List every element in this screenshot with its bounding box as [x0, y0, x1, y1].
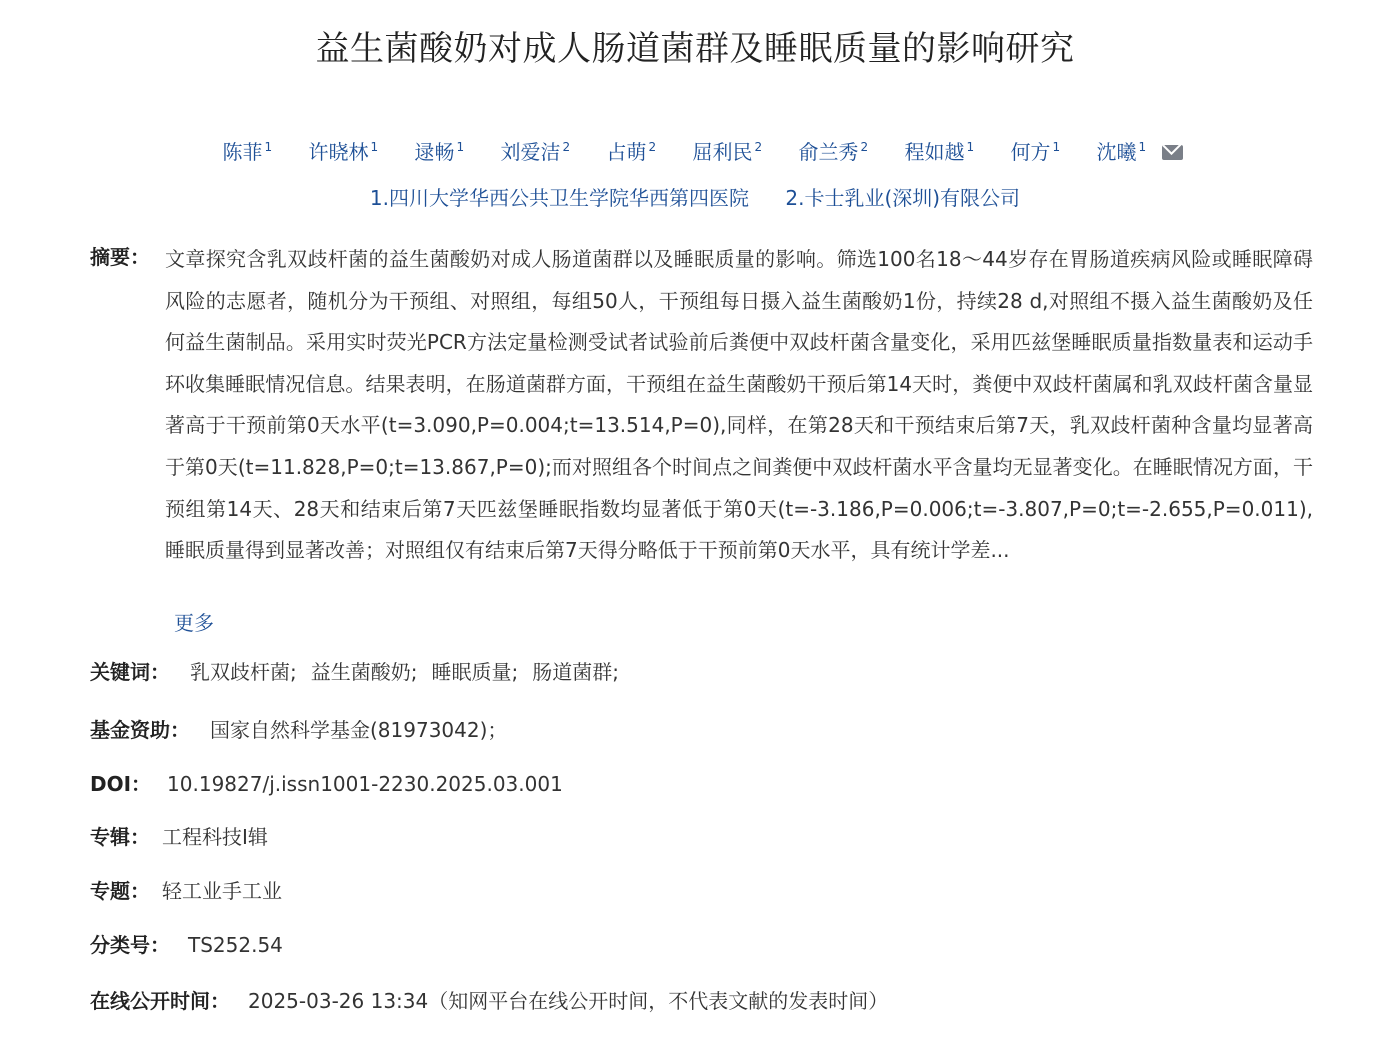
series-value: 工程科技Ⅰ辑: [162, 825, 268, 849]
keywords-label: 关键词：: [90, 660, 170, 684]
classification-row: [90, 929, 283, 958]
topic-value: 轻工业手工业: [162, 879, 282, 903]
author-link[interactable]: 俞兰秀 $^2$: [798, 139, 869, 164]
series-label: 专辑：: [90, 825, 150, 849]
author-link[interactable]: 刘爱洁 $^2$: [500, 139, 571, 164]
doi-value: 10.19827/j.issn1001-2230.2025.03.001: [167, 772, 563, 796]
online-time-value: 2025-03-26 13:34（知网平台在线公开时间，不代表文献的发表时间）: [248, 989, 889, 1013]
classification-value: TS252.54: [188, 933, 283, 957]
keyword-link[interactable]: 乳双歧杆菌;: [190, 660, 297, 684]
affiliation-list: [0, 182, 1390, 214]
online-time-label: 在线公开时间：: [90, 989, 230, 1013]
article-title: 益生菌酸奶对成人肠道菌群及睡眠质量的影响研究: [315, 29, 1075, 69]
author-link[interactable]: 许晓林 $^1$: [308, 139, 379, 164]
classification-label: 分类号：: [90, 933, 170, 957]
keyword-link[interactable]: 肠道菌群;: [532, 660, 619, 684]
doi-label: DOI：: [90, 772, 152, 796]
mail-icon[interactable]: [1162, 145, 1183, 160]
series-row: [90, 821, 268, 850]
fund-label: 基金资助：: [90, 718, 190, 742]
online-time-row: [90, 985, 888, 1014]
more-link[interactable]: 更多: [174, 611, 214, 635]
keyword-link[interactable]: 睡眠质量;: [431, 660, 519, 684]
author-link[interactable]: 程如越 $^1$: [904, 139, 975, 164]
affiliation-link[interactable]: 2.卡士乳业(深圳)有限公司: [785, 186, 1021, 210]
topic-row: [90, 875, 282, 904]
author-link[interactable]: 逯畅 $^1$: [414, 139, 465, 164]
author-link[interactable]: 何方 $^1$: [1010, 139, 1061, 164]
abstract-label: 摘要：: [90, 245, 150, 269]
author-link[interactable]: 屈利民 $^2$: [692, 139, 763, 164]
author-link[interactable]: 沈曦 $^1$: [1096, 139, 1147, 164]
abstract-text: 文章探究含乳双歧杆菌的益生菌酸奶对成人肠道菌群以及睡眠质量的影响。筛选100名18～44岁存在胃肠道疾病风险或睡眠障碍风险的志愿者，随机分为干预组、对照组，每组50人，干预组每日摄入益生菌酸奶1份，持续28 d,对照组不摄入益生菌酸奶及任何益生菌制品。采用实时荧光PCR方法定量检测受试者试验前后粪便中双歧杆菌含量变化，采用匹兹堡睡眠质量指数量表和运动手环收集睡眠情况信息。结果表明，在肠道菌群方面，干预组在益生菌酸奶干预后第14天时，粪便中双歧杆菌属和乳双歧杆菌含量显著高于干预前第0天水平(t=3.090,P=0.004;t=13.514,P=0),同样，在第28天和干预结束后第7天，乳双歧杆菌种含量均显著高于第0天(t=11.828,P=0;t=13.867,P=0);而对照组各个时间点之间粪便中双歧杆菌水平含量均无显著变化。在睡眠情况方面，干预组第14天、28天和结束后第7天匹兹堡睡眠指数均显著低于第0天(t=-3.186,P=0.006;t=-3.807,P=0;t=-2.655,P=0.011),睡眠质量得到显著改善；对照组仅有结束后第7天得分略低于干预前第0天水平，具有统计学差...: [165, 247, 1313, 563]
fund-value[interactable]: 国家自然科学基金(81973042)；: [210, 718, 508, 742]
fund-row: [90, 714, 507, 743]
affiliation-link[interactable]: 1.四川大学华西公共卫生学院华西第四医院: [369, 186, 750, 210]
author-link[interactable]: 占萌 $^2$: [606, 139, 657, 164]
topic-label: 专题：: [90, 879, 150, 903]
author-list: [0, 130, 1390, 169]
keywords-row: [90, 656, 633, 685]
doi-row: [90, 768, 563, 797]
author-link[interactable]: 陈菲 $^1$: [222, 139, 273, 164]
keyword-link[interactable]: 益生菌酸奶;: [310, 660, 418, 684]
